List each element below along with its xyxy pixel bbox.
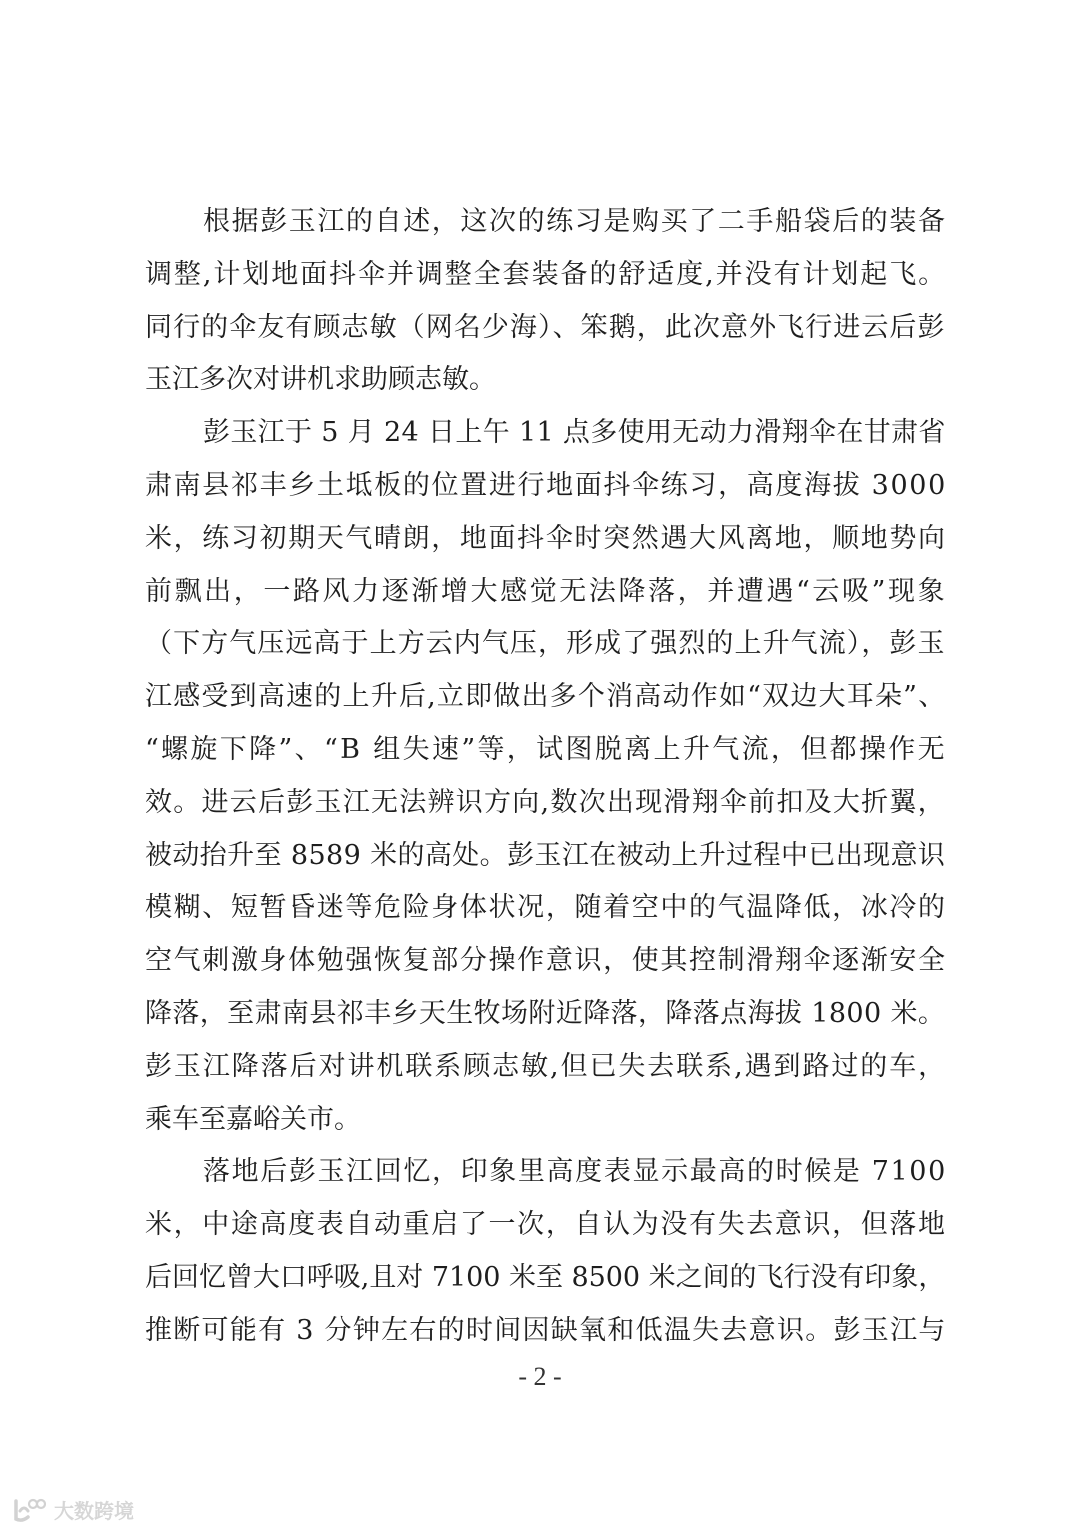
paragraph-1 xyxy=(145,196,948,407)
text-line: 江感受到高速的上升后,立即做出多个消高动作如“双边大耳朵”、 xyxy=(145,681,947,713)
brand-logo-icon xyxy=(12,1497,46,1523)
text-line: 乘车至嘉峪关市。 xyxy=(145,1103,361,1135)
watermark xyxy=(12,1495,134,1524)
text-line: 被动抬升至 8589 米的高处。彭玉江在被动上升过程中已出现意识 xyxy=(145,839,946,871)
text-line: “螺旋下降”、“B 组失速”等，试图脱离上升气流，但都操作无 xyxy=(145,733,947,765)
text-line: 空气刺激身体勉强恢复部分操作意识，使其控制滑翔伞逐渐安全 xyxy=(145,945,947,977)
text-line: 效。进云后彭玉江无法辨识方向,数次出现滑翔伞前扣及大折翼， xyxy=(145,786,946,818)
text-line: 彭玉江于 5 月 24 日上午 11 点多使用无动力滑翔伞在甘肃省 xyxy=(203,417,946,449)
text-line: 玉江多次对讲机求助顾志敏。 xyxy=(145,364,496,396)
paragraph-3 xyxy=(145,1146,945,1357)
paragraph-2 xyxy=(145,407,948,1146)
text-line: （下方气压远高于上方云内气压，形成了强烈的上升气流），彭玉 xyxy=(145,628,946,660)
text-line: 同行的伞友有顾志敏（网名少海）、笨鹅，此次意外飞行进云后彭 xyxy=(145,311,946,343)
text-line: 模糊、短暂昏迷等危险身体状况，随着空中的气温降低，冰冷的 xyxy=(145,892,947,924)
text-line: 彭玉江降落后对讲机联系顾志敏,但已失去联系,遇到路过的车， xyxy=(145,1050,948,1082)
text-line: 后回忆曾大口呼吸,且对 7100 米至 8500 米之间的飞行没有印象， xyxy=(145,1261,946,1293)
text-line: 降落，至肃南县祁丰乡天生牧场附近降落，降落点海拔 1800 米。 xyxy=(145,997,946,1029)
text-line: 前飘出，一路风力逐渐增大感觉无法降落，并遭遇“云吸”现象 xyxy=(145,575,948,607)
document-body xyxy=(145,196,948,1358)
text-line: 落地后彭玉江回忆，印象里高度表显示最高的时候是 7100 xyxy=(203,1156,947,1188)
text-line: 米，中途高度表自动重启了一次，自认为没有失去意识，但落地 xyxy=(145,1209,947,1241)
text-line: 米，练习初期天气晴朗，地面抖伞时突然遇大风离地，顺地势向 xyxy=(145,522,947,554)
text-line: 肃南县祁丰乡土坻板的位置进行地面抖伞练习，高度海拔 3000 xyxy=(145,469,947,501)
text-line: 根据彭玉江的自述，这次的练习是购买了二手船袋后的装备 xyxy=(203,206,947,237)
text-line: 调整,计划地面抖伞并调整全套装备的舒适度,并没有计划起飞。 xyxy=(145,258,948,290)
page-number: - 2 - xyxy=(518,1362,562,1391)
text-line: 推断可能有 3 分钟左右的时间因缺氧和低温失去意识。彭玉江与 xyxy=(145,1314,947,1346)
watermark-text: 大数跨境 xyxy=(54,1499,134,1523)
